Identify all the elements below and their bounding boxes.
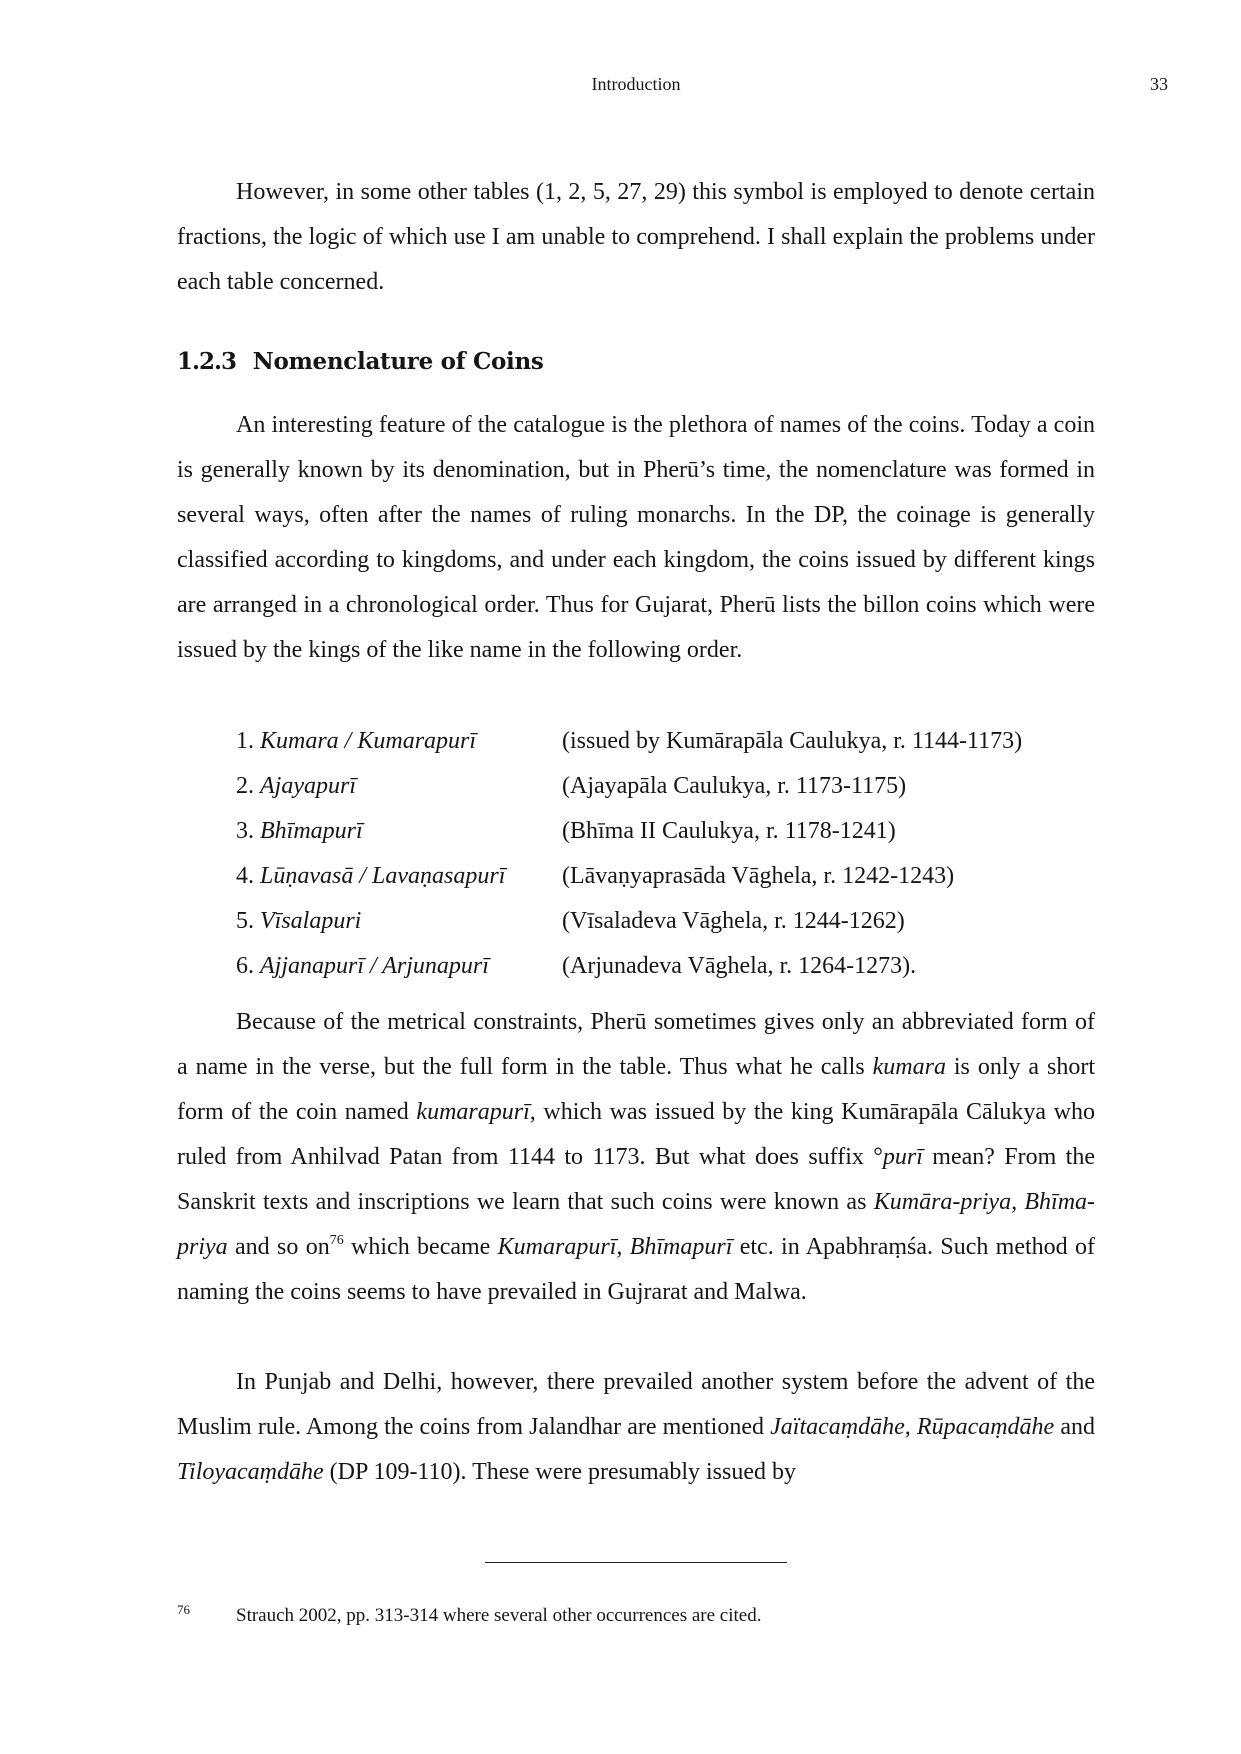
text-run: which was issued by the king Kumārapāla Cālukya who ruled from Anhilvad Patan from 1144 to 1173. But what does suffix ° — [177, 1099, 1095, 1170]
coin-list-item — [236, 899, 1096, 944]
coin-index: 1. — [236, 728, 254, 754]
coin-name: Vīsalapuri — [260, 908, 362, 934]
coin-index: 3. — [236, 818, 254, 844]
coin-list-item — [236, 809, 1096, 854]
page-number: 33 — [1150, 74, 1168, 94]
paragraph-metrical-constraints — [177, 1000, 1095, 1315]
footnote-separator — [485, 1562, 787, 1563]
italic-term: purī — [882, 1144, 923, 1170]
text-run: is only a short form of the coin named — [177, 1054, 1096, 1125]
italic-term: Kumarapurī, Bhīmapurī — [497, 1234, 733, 1260]
section-heading — [177, 348, 544, 375]
coin-name: Lūṇavasā / Lavaṇasapurī — [260, 863, 506, 889]
paragraph-punjab-delhi — [177, 1360, 1095, 1495]
coin-name: Ajayapurī — [260, 773, 356, 799]
footnote-text: Strauch 2002, pp. 313-314 where several other occurrences are cited. — [236, 1605, 762, 1626]
paragraph-text — [177, 1360, 1095, 1495]
section-number: 1.2.3 — [177, 348, 237, 375]
coin-index: 2. — [236, 773, 254, 799]
text-run: which became — [343, 1234, 498, 1260]
footnote-reference[interactable]: 76 — [329, 1233, 344, 1248]
coin-list — [236, 719, 1096, 989]
text-run: and so on — [227, 1234, 330, 1260]
footnote-mark: 76 — [177, 1602, 190, 1617]
coin-index: 4. — [236, 863, 254, 889]
coin-name: Ajjanapurī / Arjunapurī — [260, 953, 489, 979]
paragraph-fractions — [177, 170, 1095, 305]
coin-name: Bhīmapurī — [260, 818, 363, 844]
italic-term: kumara — [872, 1054, 946, 1080]
coin-list-item — [236, 944, 1096, 989]
coin-issuer: (issued by Kumārapāla Caulukya, r. 1144-1173) — [562, 728, 1023, 754]
text-run: mean? From the Sanskrit texts and inscriptions we learn that such coins were known as — [177, 1144, 1096, 1215]
running-title: Introduction — [591, 74, 681, 94]
section-title: Nomenclature of Coins — [252, 348, 544, 375]
coin-issuer: (Arjunadeva Vāghela, r. 1264-1273). — [562, 953, 917, 979]
coin-list-item — [236, 854, 1096, 899]
coin-list-item — [236, 719, 1096, 764]
coin-index: 5. — [236, 908, 254, 934]
paragraph-text: However, in some other tables (1, 2, 5, 27, 29) this symbol is employed to denote certain fractions, the logic of which use I am unable to comprehend. I shall explain the problems under each table concerned. — [177, 179, 1095, 295]
italic-term: Kumāra-priya, Bhīma-priya — [177, 1189, 1096, 1260]
text-run: In Punjab and Delhi, however, there prevailed another system before the advent of the Muslim rule. Among the coins from Jalandhar are mentioned — [177, 1369, 1095, 1440]
text-run: etc. in Apabhraṃśa. Such method of naming the coins seems to have prevailed in Gujrarat and Malwa. — [177, 1234, 1096, 1305]
text-run: (DP 109-110). These were presumably issued by — [323, 1459, 797, 1485]
text-run: Because of the metrical constraints, Pherū sometimes gives only an abbreviated form of a name in the verse, but the full form in the table. Thus what he calls — [177, 1009, 1095, 1080]
paragraph-nomenclature-intro — [177, 403, 1095, 673]
italic-term: Tiloyacaṃdāhe — [177, 1459, 324, 1485]
coin-list-item — [236, 764, 1096, 809]
coin-name: Kumara / Kumarapurī — [260, 728, 477, 754]
italic-term: kumarapurī, — [416, 1099, 536, 1125]
coin-issuer: (Vīsaladeva Vāghela, r. 1244-1262) — [562, 908, 905, 934]
text-run: and — [1054, 1414, 1095, 1440]
paragraph-text: An interesting feature of the catalogue is the plethora of names of the coins. Today a coin is generally known by its denomination, but in Pherū’s time, the nomenclature was formed in several ways, often after the names of ruling monarchs. In the DP, the coinage is generally classified according to kingdoms, and under each kingdom, the coins issued by different kings are arranged in a chronological order. Thus for Gujarat, Pherū lists the billon coins which were issued by the kings of the like name in the following order. — [177, 412, 1095, 663]
coin-issuer: (Ajayapāla Caulukya, r. 1173-1175) — [562, 773, 907, 799]
paragraph-text — [177, 1000, 1095, 1315]
coin-issuer: (Lāvaṇyaprasāda Vāghela, r. 1242-1243) — [562, 863, 955, 889]
italic-term: Jaïtacaṃdāhe, Rūpacaṃdāhe — [770, 1414, 1055, 1440]
coin-issuer: (Bhīma II Caulukya, r. 1178-1241) — [562, 818, 896, 844]
coin-index: 6. — [236, 953, 254, 979]
